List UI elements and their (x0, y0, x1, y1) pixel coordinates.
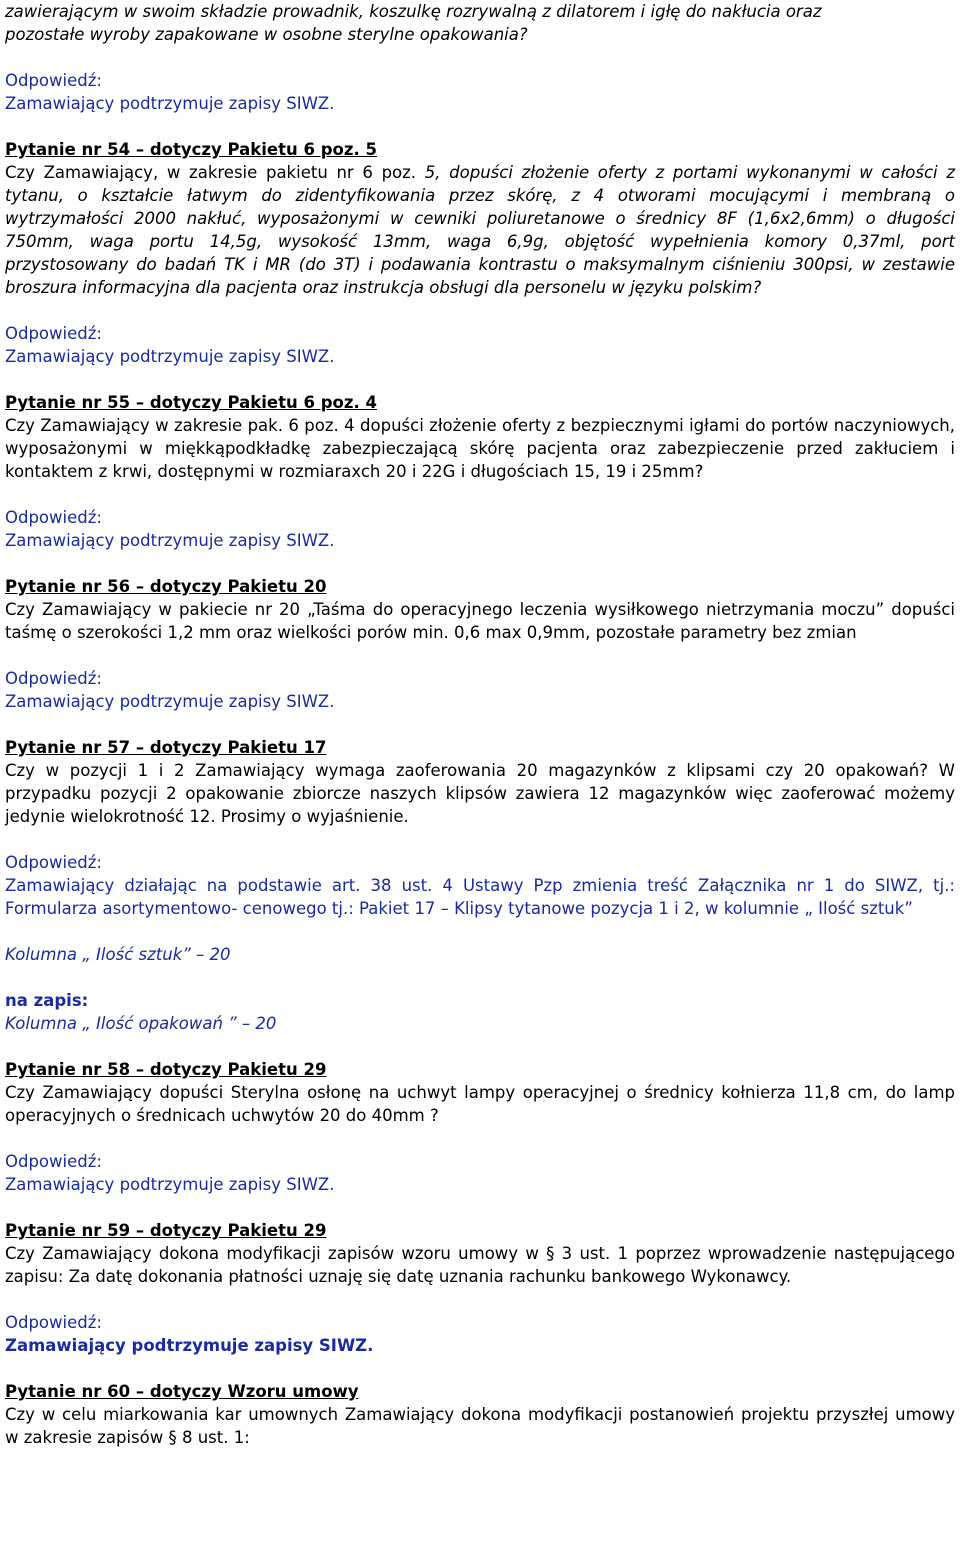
answer-text: Zamawiający podtrzymuje zapisy SIWZ. (5, 347, 335, 366)
answer-heading: Odpowiedź: (5, 669, 102, 688)
answer-heading: Odpowiedź: (5, 853, 102, 872)
question-54 (5, 138, 955, 299)
question-58-body: Czy Zamawiający dopuści Sterylna osłonę na uchwyt lampy operacyjnej o średnicy kołnierza 11,8 cm, do lamp operacyjnych o średnicach uchwytów 20 do 40mm ? (5, 1083, 955, 1125)
question-60-body: Czy w celu miarkowania kar umownych Zamawiający dokona modyfikacji postanowień projektu przyszłej umowy w zakresie zapisów § 8 ust. 1: (5, 1405, 955, 1447)
answer-57 (5, 851, 955, 920)
question-56 (5, 575, 955, 644)
answer-56 (5, 667, 955, 713)
answer-57-replacement (5, 989, 955, 1035)
question-60 (5, 1380, 955, 1449)
answer-text: Zamawiający podtrzymuje zapisy SIWZ. (5, 1336, 374, 1355)
question-57 (5, 736, 955, 828)
answer-55 (5, 506, 955, 552)
answer-heading: Odpowiedź: (5, 324, 102, 343)
question-55 (5, 391, 955, 483)
answer-block (5, 69, 955, 115)
question-55-title: Pytanie nr 55 – dotyczy Pakietu 6 poz. 4 (5, 393, 377, 412)
question-59 (5, 1219, 955, 1288)
question-59-title: Pytanie nr 59 – dotyczy Pakietu 29 (5, 1221, 327, 1240)
answer-heading: Odpowiedź: (5, 71, 102, 90)
answer-57-new-value: Kolumna „ Ilość opakowań ” – 20 (5, 1014, 277, 1033)
answer-59 (5, 1311, 955, 1357)
intro-line-1: zawierającym w swoim składzie prowadnik, koszulkę rozrywalną z dilatorem i igłę do nakłucia oraz (5, 2, 822, 21)
answer-57-old-value: Kolumna „ Ilość sztuk” – 20 (5, 945, 231, 964)
question-56-title: Pytanie nr 56 – dotyczy Pakietu 20 (5, 577, 327, 596)
question-57-title: Pytanie nr 57 – dotyczy Pakietu 17 (5, 738, 327, 757)
answer-text: Zamawiający podtrzymuje zapisy SIWZ. (5, 531, 335, 550)
question-60-title: Pytanie nr 60 – dotyczy Wzoru umowy (5, 1382, 359, 1401)
intro-text (5, 0, 955, 46)
question-54-body-plain: Czy Zamawiający, w zakresie pakietu nr 6 poz. (5, 163, 417, 182)
answer-text: Zamawiający podtrzymuje zapisy SIWZ. (5, 1175, 335, 1194)
question-59-body: Czy Zamawiający dokona modyfikacji zapisów wzoru umowy w § 3 ust. 1 poprzez wprowadzenie następującego zapisu: Za datę dokonania płatności uznaję się datę uznania rachunku bankowego Wykonawcy. (5, 1244, 955, 1286)
question-55-body: Czy Zamawiający w zakresie pak. 6 poz. 4 dopuści złożenie oferty z bezpiecznymi igłami do portów naczyniowych, wyposażonymi w miękkąpodkładkę zabezpieczającą skórę pacjenta oraz zabezpieczenie przed zakłuciem i kontaktem z krwi, dostępnymi w rozmiaraxch 20 i 22G i długościach 15, 19 i 25mm? (5, 416, 955, 481)
answer-heading: Odpowiedź: (5, 508, 102, 527)
intro-line-2: pozostałe wyroby zapakowane w osobne sterylne opakowania? (5, 25, 528, 44)
question-57-body: Czy w pozycji 1 i 2 Zamawiający wymaga zaoferowania 20 magazynków z klipsami czy 20 opakowań? W przypadku pozycji 2 opakowanie zbiorcze naszych klipsów zawiera 12 magazynków więc zaoferować możemy jedynie wielokrotność 12. Prosimy o wyjaśnienie. (5, 761, 955, 826)
answer-text: Zamawiający podtrzymuje zapisy SIWZ. (5, 692, 335, 711)
question-58-title: Pytanie nr 58 – dotyczy Pakietu 29 (5, 1060, 327, 1079)
answer-heading: Odpowiedź: (5, 1313, 102, 1332)
question-54-title: Pytanie nr 54 – dotyczy Pakietu 6 poz. 5 (5, 140, 377, 159)
replace-label: na zapis: (5, 991, 89, 1010)
document-page (5, 0, 955, 1449)
answer-heading: Odpowiedź: (5, 1152, 102, 1171)
answer-54 (5, 322, 955, 368)
answer-57-text: Zamawiający działając na podstawie art. 38 ust. 4 Ustawy Pzp zmienia treść Załącznika nr 1 do SIWZ, tj.: Formularza asortymentowo- cenowego tj.: Pakiet 17 – Klipsy tytanowe pozycja 1 i 2, w kolumnie „ Ilość sztuk” (5, 876, 955, 918)
answer-text: Zamawiający podtrzymuje zapisy SIWZ. (5, 94, 335, 113)
question-58 (5, 1058, 955, 1127)
question-56-body: Czy Zamawiający w pakiecie nr 20 „Taśma do operacyjnego leczenia wysiłkowego nietrzymania moczu” dopuści taśmę o szerokości 1,2 mm oraz wielkości porów min. 0,6 max 0,9mm, pozostałe parametry bez zmian (5, 600, 955, 642)
answer-58 (5, 1150, 955, 1196)
question-54-body-italic: 5, dopuści złożenie oferty z portami wykonanymi w całości z tytanu, o kształcie łatwym do zidentyfikowania przez skórę, z 4 otworami mocującymi i membraną o wytrzymałości 2000 nakłuć, wyposażonymi w cewniki poliuretanowe o średnicy 8F (1,6x2,6mm) o długości 750mm, waga portu 14,5g, wysokość 13mm, waga 6,9g, objętość wypełnienia komory 0,37ml, port przystosowany do badań TK i MR (do 3T) i podawania kontrastu o maksymalnym ciśnieniu 300psi, w zestawie broszura informacyjna dla pacjenta oraz instrukcja obsługi dla personelu w języku polskim? (5, 163, 955, 297)
